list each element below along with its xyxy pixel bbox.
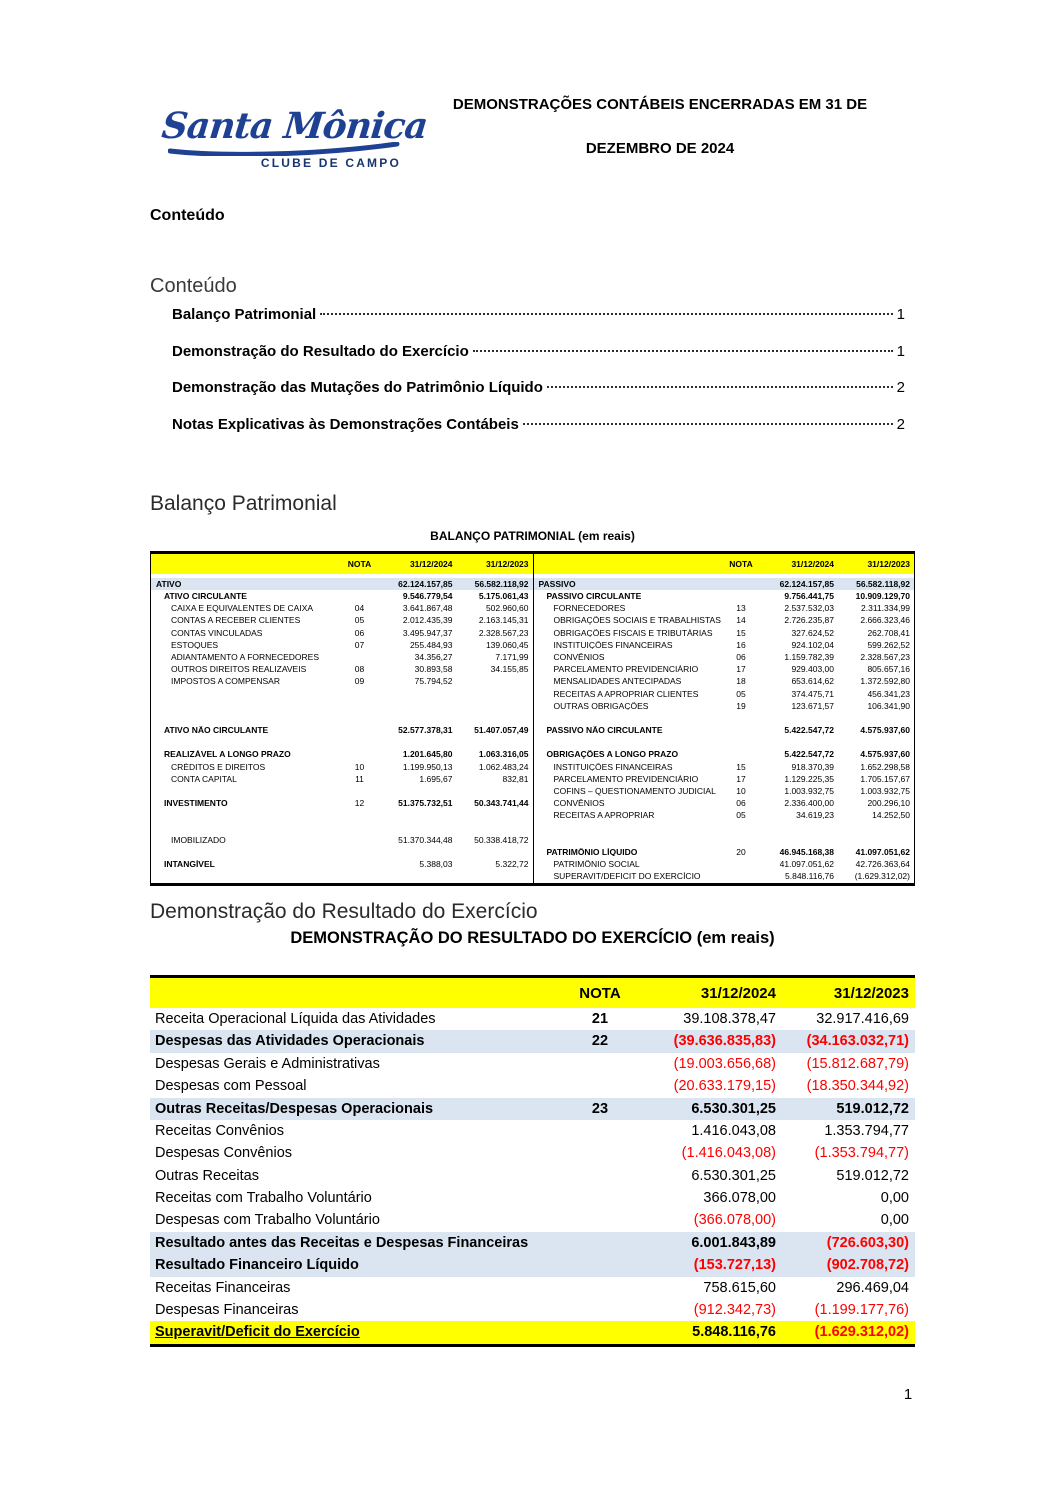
bp-row [151,797,533,809]
bp-row [151,822,533,834]
bp-assets-rows [151,578,533,883]
bp-cell-value-2024: 5.422.547,72 [784,749,834,760]
bp-cell-nota: 06 [736,651,746,662]
bp-cell-value-2024: 51.375.732,51 [398,798,453,809]
bp-header-nota: NOTA [347,559,372,569]
bp-cell-label: INTANGÍVEL [164,860,215,869]
bp-cell-label: RECEITAS A APROPRIAR CLIENTES [553,689,699,699]
dre-row [150,1254,915,1276]
dre-row [150,1277,915,1299]
dre-cell-value-2024: (153.727,13) [693,1257,776,1274]
bp-cell-value-2024: 1.003.932,75 [784,786,834,797]
dre-cell-value-2024: (20.633.179,15) [673,1078,776,1095]
bp-cell-label: ATIVO CIRCULANTE [164,592,247,601]
dre-cell-value-2023: (18.350.344,92) [806,1078,909,1095]
bp-cell-value-2023: 34.155,85 [490,664,529,675]
bp-cell-value-2024: 929.403,00 [791,664,834,675]
bp-cell-label: CONTAS VINCULADAS [171,628,263,638]
dre-cell-nota: 22 [591,1033,609,1050]
bp-row [534,773,915,785]
bp-cell-nota: 14 [736,615,746,626]
bp-row [534,736,915,748]
bp-cell-value-2023: 2.163.145,31 [478,615,529,626]
bp-cell-nota: 09 [354,676,365,687]
dre-cell-value-2023: 1.353.794,77 [824,1122,909,1139]
bp-header-2023: 31/12/2023 [867,559,910,569]
bp-cell-label: OBRIGAÇÕES A LONGO PRAZO [546,750,679,759]
bp-row [534,761,915,773]
bp-cell-value-2024: 1.695,67 [419,773,453,784]
bp-cell-value-2024: 123.671,57 [791,700,834,711]
bp-cell-label: INSTITUIÇÕES FINANCEIRAS [553,640,673,650]
bp-cell-value-2024: 62.124.157,85 [779,578,834,589]
dre-cell-value-2023: 0,00 [880,1190,909,1207]
bp-cell-value-2023: 51.407.057,49 [474,725,529,736]
toc-entry-label: Demonstração do Resultado do Exercício [172,342,469,360]
bp-cell-value-2023: 10.909.129,70 [855,591,910,602]
bp-cell-value-2023: 56.582.118,92 [856,578,910,589]
bp-row [151,688,533,700]
bp-cell-label: PASSIVO CIRCULANTE [546,592,642,601]
bp-cell-label: CONTA CAPITAL [171,774,237,784]
bp-cell-value-2023: 42.726.363,64 [855,859,910,870]
bp-cell-nota: 12 [354,798,365,809]
bp-cell-label: CONTAS A RECEBER CLIENTES [171,616,301,625]
bp-cell-value-2023: 2.328.567,23 [860,651,910,662]
income-statement-table-title: DEMONSTRAÇÃO DO RESULTADO DO EXERCÍCIO (em reais) [290,929,775,947]
toc-entry-page-number: 2 [896,379,905,396]
dre-cell-value-2023: 519.012,72 [836,1167,909,1184]
bp-row [534,846,915,858]
bp-row [151,590,533,602]
bp-row [534,663,915,675]
bp-row [534,822,915,834]
bp-cell-value-2023: 4.575.937,60 [860,725,910,736]
dre-cell-value-2024: 6.001.843,89 [691,1234,776,1251]
bp-cell-value-2024: 62.124.157,85 [398,578,453,589]
bp-cell-label: OBRIGAÇÕES SOCIAIS E TRABALHISTAS [553,616,721,625]
bp-row [151,810,533,822]
bp-cell-nota: 16 [736,639,746,650]
bp-row [151,663,533,675]
dre-cell-label: Receitas Convênios [155,1123,284,1139]
bp-header-2024: 31/12/2024 [791,559,834,569]
toc-entry-page-number: 1 [896,342,905,360]
bp-cell-nota: 07 [354,639,365,650]
bp-cell-value-2024: 2.336.400,00 [784,798,834,809]
bp-row [151,651,533,663]
bp-cell-nota: 10 [354,761,365,772]
dre-cell-value-2024: 758.615,60 [703,1279,776,1296]
dre-cell-label: Despesas Convênios [155,1146,293,1161]
bp-cell-value-2023: 832,81 [502,773,529,784]
bp-row [151,700,533,712]
dre-cell-value-2024: 1.416.043,08 [691,1122,776,1139]
bp-cell-nota: 17 [736,773,746,784]
dre-cell-label: Receitas Financeiras [155,1280,291,1296]
bp-cell-nota: 06 [736,798,746,809]
bp-row [534,871,915,883]
bp-row [151,578,533,590]
dre-cell-label: Outras Receitas [155,1168,259,1184]
bp-cell-nota: 08 [354,664,365,675]
bp-row [151,602,533,614]
balance-sheet-table-title: BALANÇO PATRIMONIAL (em reais) [430,529,635,543]
bp-cell-nota: 05 [354,615,365,626]
bp-cell-value-2024: 2.537.532,03 [784,603,834,614]
dre-cell-value-2024: 39.108.378,47 [683,1010,776,1027]
bp-row [534,639,915,651]
bp-cell-value-2024: 9.546.779,54 [402,591,453,602]
bp-cell-value-2024: 3.495.947,37 [402,627,453,638]
bp-cell-label: FORNECEDORES [553,604,626,613]
dre-cell-value-2023: (34.163.032,71) [806,1033,909,1050]
bp-cell-label: COFINS – QUESTIONAMENTO JUDICIAL [553,787,716,796]
bp-cell-value-2023: 50.338.418,72 [474,834,529,845]
dre-row [150,1098,915,1120]
bp-cell-value-2024: 34.619,23 [796,810,834,821]
bp-row [151,773,533,785]
dre-row [150,1232,915,1254]
bp-cell-label: IMOBILIZADO [171,835,226,845]
toc-entry-page-number: 2 [896,415,905,433]
dre-cell-nota: 21 [591,1010,609,1027]
dre-row [150,1075,915,1097]
dre-cell-label: Resultado antes das Receitas e Despesas Financeiras [155,1235,529,1251]
dre-row [150,1321,915,1343]
bp-cell-value-2023: 200.296,10 [867,798,910,809]
bp-row [534,797,915,809]
bp-cell-value-2023: 599.262,52 [867,639,910,650]
bp-cell-nota: 19 [736,700,746,711]
bp-cell-value-2024: 34.356,27 [414,651,453,662]
dre-row [150,1120,915,1142]
balance-sheet-table [150,551,915,886]
bp-row [151,846,533,858]
bp-cell-label: PATRIMÔNIO SOCIAL [553,860,640,869]
dre-header-nota: NOTA [579,984,621,1002]
bp-cell-nota: 10 [736,786,746,797]
bp-row [151,676,533,688]
bp-cell-value-2024: 30.893,58 [414,664,453,675]
bp-cell-label: SUPERAVIT/DEFICIT DO EXERCÍCIO [553,872,701,881]
toc-list [172,306,905,452]
bp-row [534,700,915,712]
bp-cell-nota: 06 [354,627,365,638]
bp-row [151,761,533,773]
dre-cell-value-2024: (39.636.835,83) [673,1033,776,1050]
bp-cell-value-2024: 1.159.782,39 [784,651,834,662]
bp-row [151,834,533,846]
bp-row [534,627,915,639]
bp-cell-nota: 17 [736,664,746,675]
bp-liabilities-rows [534,578,915,883]
bp-row [151,736,533,748]
bp-row [534,578,915,590]
toc-leader-dots [320,313,892,315]
bp-cell-value-2023: 805.657,16 [867,664,910,675]
dre-row [150,1165,915,1187]
bp-cell-label: OUTROS DIREITOS REALIZAVEIS [171,665,307,674]
dre-cell-label: Despesas Gerais e Administrativas [155,1056,380,1072]
bp-header-row [151,554,533,574]
bp-row [151,712,533,724]
bp-row [151,627,533,639]
toc-entry-label: Demonstração das Mutações do Patrimônio Líquido [172,379,543,396]
bp-cell-value-2024: 5.422.547,72 [784,725,834,736]
dre-cell-label: Despesas Financeiras [155,1303,299,1318]
dre-row [150,1187,915,1209]
logo-script-text: Santa Mônica [159,105,430,147]
dre-cell-value-2024: 366.078,00 [703,1190,776,1207]
logo [159,105,430,170]
toc-entry[interactable] [172,379,905,416]
bp-cell-label: CAIXA E EQUIVALENTES DE CAIXA [171,604,314,613]
bp-cell-value-2024: 5.388,03 [419,859,453,870]
dre-cell-value-2023: (726.603,30) [826,1234,909,1251]
bp-cell-value-2023: 139.060,45 [485,639,529,650]
dre-cell-value-2023: 519.012,72 [836,1100,909,1117]
bp-cell-value-2024: 2.012.435,39 [402,615,453,626]
bp-cell-value-2023: 1.003.932,75 [860,786,910,797]
bp-cell-value-2024: 3.641.867,48 [402,603,453,614]
dre-cell-label: Receita Operacional Líquida das Atividades [155,1011,436,1027]
dre-cell-label: Outras Receitas/Despesas Operacionais [155,1101,434,1116]
bp-cell-label: PATRIMÔNIO LÍQUIDO [546,847,638,857]
bp-row [151,639,533,651]
dre-cell-value-2024: (1.416.043,08) [681,1145,776,1162]
bp-cell-value-2023: 502.960,60 [485,603,529,614]
bp-cell-label: ATIVO NÃO CIRCULANTE [164,726,269,735]
bp-row [534,590,915,602]
dre-cell-value-2024: (912.342,73) [693,1302,776,1319]
dre-row [150,1299,915,1321]
toc-entry[interactable] [172,343,905,380]
dre-cell-value-2024: 6.530.301,25 [691,1100,776,1117]
bp-cell-label: PASSIVO NÃO CIRCULANTE [546,726,663,735]
bp-cell-value-2024: 1.201.645,80 [402,749,453,760]
bp-cell-value-2023: 5.175.061,43 [478,591,529,602]
dre-cell-label: Despesas com Pessoal [155,1079,307,1094]
toc-entry-label: Balanço Patrimonial [172,306,317,323]
bp-cell-label: INSTITUIÇÕES FINANCEIRAS [553,762,673,772]
bp-cell-value-2023: 1.652.298,58 [860,761,910,772]
bp-cell-value-2024: 374.475,71 [791,688,834,699]
bp-cell-value-2024: 5.848.116,76 [785,871,834,882]
bp-cell-nota: 05 [736,688,746,699]
bp-cell-value-2023: 1.062.483,24 [478,761,529,772]
toc-entry-label: Notas Explicativas às Demonstrações Contábeis [172,415,519,433]
bp-row [151,871,533,883]
dre-cell-value-2024: 5.848.116,76 [692,1324,776,1341]
bp-cell-value-2024: 2.726.235,87 [784,615,834,626]
document-title-line2: DEZEMBRO DE 2024 [585,139,735,157]
bp-cell-label: PARCELAMENTO PREVIDENCIÁRIO [553,665,699,674]
balance-sheet-liabilities-column [533,554,915,883]
income-statement-heading: Demonstração do Resultado do Exercício [150,900,538,923]
toc-leader-dots [473,350,893,352]
bp-cell-value-2023: 50.343.741,44 [474,798,529,809]
bp-cell-value-2023: 2.311.334,99 [861,603,910,614]
bp-cell-value-2023: 456.341,23 [867,688,910,699]
bp-header-nota: NOTA [729,559,753,569]
bp-cell-nota: 13 [736,603,746,614]
bp-cell-label: PARCELAMENTO PREVIDENCIÁRIO [553,774,699,784]
bp-row [534,785,915,797]
dre-cell-label: Receitas com Trabalho Voluntário [155,1191,372,1206]
dre-cell-value-2023: (1.353.794,77) [814,1145,909,1162]
bp-cell-label: ESTOQUES [171,640,219,650]
bp-cell-value-2024: 41.097.051,62 [779,859,834,870]
bp-row [534,834,915,846]
toc-heading: Conteúdo [150,275,237,297]
bp-cell-value-2023: 1.705.157,67 [860,773,910,784]
bp-row [534,676,915,688]
contents-label: Conteúdo [150,207,225,224]
bp-row [151,858,533,870]
bp-cell-nota: 15 [736,627,746,638]
bp-cell-nota: 20 [736,846,746,857]
bp-cell-value-2024: 1.129.225,35 [784,773,834,784]
bp-cell-value-2023: 2.666.323,46 [860,615,910,626]
dre-cell-value-2023: 32.917.416,69 [816,1010,909,1027]
bp-cell-value-2023: 5.322,72 [495,859,529,870]
bp-cell-nota: 18 [736,676,746,687]
document-title [420,97,900,157]
bp-cell-value-2023: 262.708,41 [867,627,910,638]
toc-entry-page-number: 1 [896,306,905,323]
bp-row [534,615,915,627]
bp-row [534,749,915,761]
bp-cell-value-2023: 41.097.051,62 [855,846,910,857]
bp-cell-label: IMPOSTOS A COMPENSAR [171,677,280,686]
dre-row [150,1210,915,1232]
bp-cell-value-2023: 2.328.567,23 [478,627,529,638]
bp-cell-label: REALIZÁVEL A LONGO PRAZO [164,750,291,759]
bp-cell-nota: 15 [736,761,746,772]
bp-cell-label: CRÉDITOS E DIREITOS [171,762,266,772]
dre-cell-label: Despesas com Trabalho Voluntário [155,1213,380,1228]
bp-cell-value-2024: 327.624,52 [791,627,834,638]
balance-sheet-heading: Balanço Patrimonial [150,492,337,515]
dre-rows [150,1008,915,1344]
dre-cell-value-2023: (15.812.687,79) [806,1055,909,1072]
dre-cell-value-2023: (902.708,72) [826,1257,909,1274]
document-title-line1: DEMONSTRAÇÕES CONTÁBEIS ENCERRADAS EM 31 DE [452,96,868,113]
dre-cell-value-2024: (19.003.656,68) [673,1055,776,1072]
bp-header-2024: 31/12/2024 [409,559,453,569]
bp-cell-nota: 04 [354,603,365,614]
bp-row [534,688,915,700]
bp-row [534,810,915,822]
bp-cell-value-2024: 653.614,62 [791,676,834,687]
bp-cell-label: OUTRAS OBRIGAÇÕES [553,701,649,711]
dre-cell-label: Resultado Financeiro Líquido [155,1258,359,1273]
bp-row [151,785,533,797]
bp-cell-label: ADIANTAMENTO A FORNECEDORES [171,652,319,662]
bp-row [534,651,915,663]
dre-cell-value-2023: 0,00 [880,1212,909,1229]
bp-cell-label: CONVÊNIOS [553,652,605,662]
dre-cell-label: Superavit/Deficit do Exercício [155,1325,360,1340]
dre-cell-value-2023: (1.199.177,76) [814,1302,909,1319]
dre-cell-value-2023: 296.469,04 [836,1279,909,1296]
toc-leader-dots [523,423,893,425]
bp-cell-nota: 05 [736,810,746,821]
bp-cell-label: MENSALIDADES ANTECIPADAS [553,677,682,686]
bp-cell-nota: 11 [355,773,364,784]
dre-cell-value-2024: 6.530.301,25 [691,1167,776,1184]
dre-header-2023: 31/12/2023 [833,984,909,1002]
bp-row [151,724,533,736]
bp-cell-value-2024: 9.756.441,75 [784,591,834,602]
bp-cell-label: PASSIVO [538,579,576,589]
bp-header-row [534,554,915,574]
toc-entry[interactable] [172,416,905,453]
bp-cell-value-2024: 51.370.344,48 [398,834,453,845]
bp-row [534,858,915,870]
bp-cell-label: RECEITAS A APROPRIAR [553,811,655,820]
bp-row [534,602,915,614]
income-statement-table [150,975,915,1347]
bp-cell-value-2023: 106.341,90 [867,700,910,711]
toc-entry[interactable] [172,306,905,343]
dre-cell-value-2024: (366.078,00) [693,1212,776,1229]
bp-cell-value-2024: 46.945.168,38 [779,846,834,857]
dre-header-2024: 31/12/2024 [700,984,776,1002]
balance-sheet-assets-column [151,554,533,883]
dre-header-row [150,978,915,1008]
bp-cell-label: INVESTIMENTO [164,799,228,808]
bp-cell-value-2023: (1.629.312,02) [854,871,910,882]
bp-header-2023: 31/12/2023 [485,559,529,569]
bp-cell-value-2024: 52.577.378,31 [398,725,453,736]
bp-cell-label: ATIVO [156,579,182,589]
bp-cell-value-2023: 1.372.592,80 [860,676,910,687]
dre-row [150,1008,915,1030]
bp-cell-label: OBRIGAÇÕES FISCAIS E TRIBUTÁRIAS [553,628,713,638]
dre-row [150,1030,915,1052]
dre-cell-label: Despesas das Atividades Operacionais [155,1034,425,1049]
logo-subtitle: CLUBE DE CAMPO [260,156,401,170]
dre-cell-value-2023: (1.629.312,02) [814,1324,909,1341]
bp-cell-value-2024: 75.794,52 [414,676,453,687]
dre-row [150,1053,915,1075]
bp-row [534,724,915,736]
bp-cell-value-2024: 924.102,04 [791,639,834,650]
bp-row [151,749,533,761]
dre-cell-nota: 23 [591,1100,609,1117]
bp-cell-value-2023: 56.582.118,92 [474,578,529,589]
page-number: 1 [903,1386,913,1403]
bp-cell-label: CONVÊNIOS [553,799,605,808]
bp-cell-value-2023: 1.063.316,05 [478,749,529,760]
bp-cell-value-2024: 918.370,39 [791,761,834,772]
toc-leader-dots [547,386,893,388]
dre-row [150,1142,915,1164]
bp-cell-value-2024: 255.484,93 [409,639,453,650]
bp-row [534,712,915,724]
bp-cell-value-2023: 4.575.937,60 [860,749,910,760]
bp-cell-value-2023: 14.252,50 [872,810,910,821]
bp-cell-value-2024: 1.199.950,13 [402,761,453,772]
bp-cell-value-2023: 7.171,99 [495,651,529,662]
bp-row [151,615,533,627]
